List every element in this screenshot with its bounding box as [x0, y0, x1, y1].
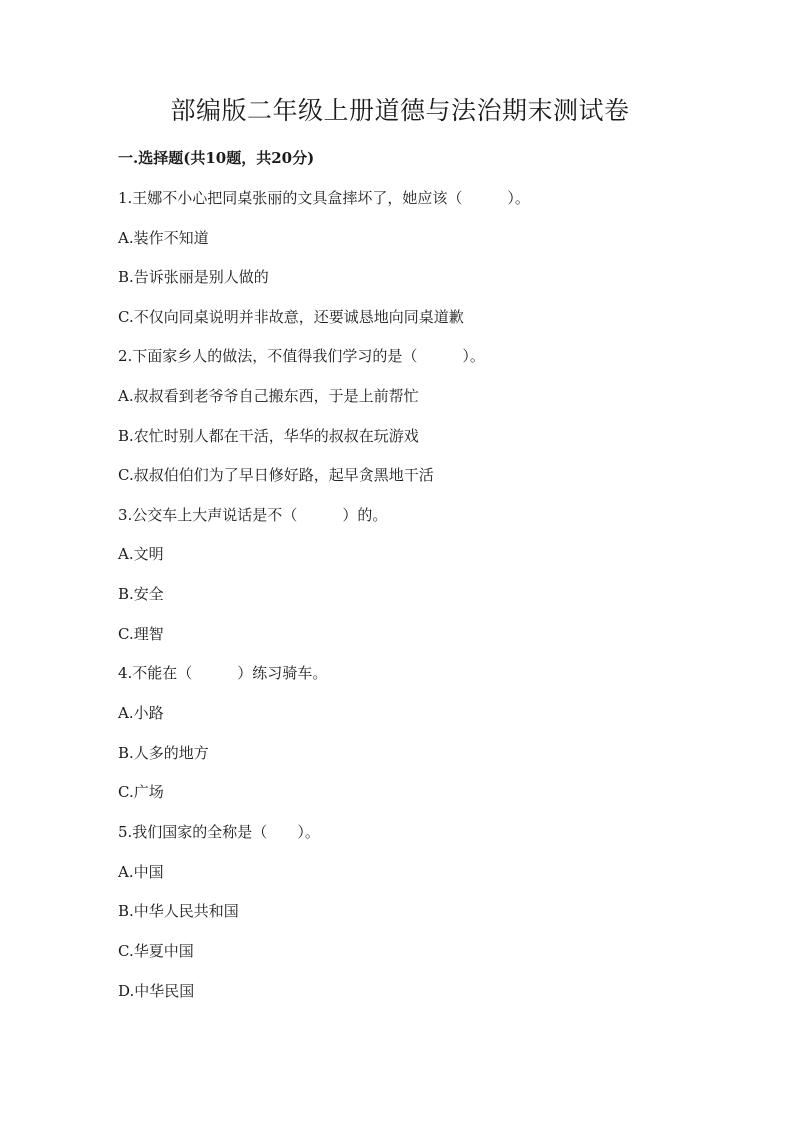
question-5-option-d: D.中华民国 — [118, 982, 195, 1000]
question-4-stem: 4.不能在（ ）练习骑车。 — [118, 664, 328, 682]
section-heading: 一.选择题(共10题，共20分) — [118, 149, 315, 167]
question-3-stem: 3.公交车上大声说话是不（ ）的。 — [118, 506, 388, 524]
question-5-option-b: B.中华人民共和国 — [118, 902, 239, 920]
question-2-stem: 2.下面家乡人的做法，不值得我们学习的是（ ）。 — [118, 347, 485, 365]
question-4-option-b: B.人多的地方 — [118, 744, 209, 762]
question-4-option-a: A.小路 — [118, 704, 164, 722]
question-2-option-c: C.叔叔伯伯们为了早日修好路，起早贪黑地干活 — [118, 466, 434, 484]
question-2-option-b: B.农忙时别人都在干活，华华的叔叔在玩游戏 — [118, 427, 419, 445]
question-3-option-b: B.安全 — [118, 585, 164, 603]
question-1-stem: 1.王娜不小心把同桌张丽的文具盒摔坏了，她应该（ ）。 — [118, 189, 530, 207]
question-1-option-c: C.不仅向同桌说明并非故意，还要诚恳地向同桌道歉 — [118, 308, 464, 326]
question-1-option-b: B.告诉张丽是别人做的 — [118, 268, 269, 286]
question-5-option-c: C.华夏中国 — [118, 942, 194, 960]
question-4-option-c: C.广场 — [118, 783, 164, 801]
exam-title: 部编版二年级上册道德与法治期末测试卷 — [170, 96, 630, 125]
question-5-stem: 5.我们国家的全称是（ ）。 — [118, 823, 320, 841]
question-2-option-a: A.叔叔看到老爷爷自己搬东西，于是上前帮忙 — [118, 387, 419, 405]
question-3-option-c: C.理智 — [118, 625, 164, 643]
question-3-option-a: A.文明 — [118, 545, 164, 563]
question-5-option-a: A.中国 — [118, 863, 164, 881]
question-1-option-a: A.装作不知道 — [118, 229, 209, 247]
